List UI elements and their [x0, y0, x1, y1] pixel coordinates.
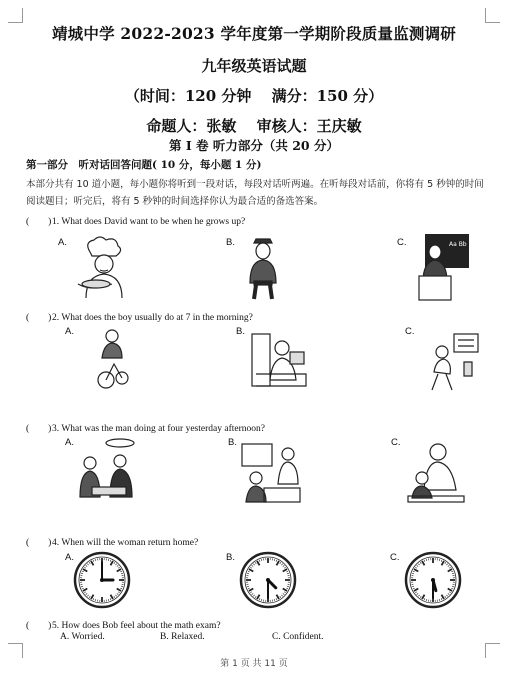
answer-option-b[interactable]: B. Relaxed.: [160, 632, 205, 642]
question-text: 5. How does Bob feel about the math exam?: [52, 621, 221, 631]
exam-authors: 命题人：张敏 审核人：王庆敏: [146, 117, 362, 135]
answer-blank[interactable]: ( ): [26, 217, 52, 227]
section-heading: 第一部分 听对话回答问题( 10 分，每小题 1 分): [26, 159, 262, 171]
clock-face-a: [72, 550, 132, 610]
answer-blank[interactable]: ( ): [26, 313, 52, 323]
option-a-label: A.: [65, 326, 74, 337]
option-b-label: B.: [228, 437, 237, 448]
page-number: 第 1 页 共 11 页: [220, 659, 288, 669]
section-instructions: 本部分共有 10 道小题，每小题你将听到一段对话，每段对话听两遍。在听每段对话前，你将有 5 秒钟的时间阅读题目；听完后，将有 5 秒钟的时间选择你认为最合适的备选答案。: [26, 179, 484, 207]
answer-option-c[interactable]: C. Confident.: [272, 632, 324, 642]
answer-blank[interactable]: ( ): [26, 424, 52, 434]
boy-reading-picture: [250, 330, 310, 390]
police-officer-picture: [242, 235, 284, 301]
question-4: [26, 534, 198, 548]
question-text: 1. What does David want to be when he grows up?: [52, 217, 246, 227]
question-text: 4. When will the woman return home?: [52, 538, 199, 548]
question-1: [26, 213, 245, 227]
question-text: 3. What was the man doing at four yesterday afternoon?: [52, 424, 265, 434]
option-c-label: C.: [405, 326, 415, 337]
option-b-label: B.: [226, 237, 235, 248]
answer-blank[interactable]: ( ): [26, 621, 52, 631]
volume-heading: 第 I 卷 听力部分（共 20 分）: [168, 138, 339, 153]
chef-picture: [72, 234, 136, 300]
question-3: [26, 420, 265, 434]
answer-option-a[interactable]: A. Worried.: [60, 632, 105, 642]
option-c-label: C.: [391, 437, 401, 448]
clock-center: [431, 578, 435, 582]
meeting-picture: [238, 440, 306, 506]
man-teaching-child-picture: [404, 440, 468, 508]
boy-cycling-picture: [94, 328, 130, 390]
question-5: [26, 617, 221, 631]
option-a-label: A.: [65, 552, 74, 563]
option-c-label: C.: [397, 237, 407, 248]
clock-center: [266, 578, 270, 582]
surgery-picture: [74, 437, 144, 509]
clock-face-c: [403, 550, 463, 610]
option-b-label: B.: [226, 552, 235, 563]
clock-face-b: [238, 550, 298, 610]
exam-subtitle: 九年级英语试题: [201, 57, 307, 75]
question-2: [26, 309, 253, 323]
teacher-picture: [407, 232, 471, 302]
corner-mark-top-left: [8, 8, 23, 23]
option-c-label: C.: [390, 552, 400, 563]
boy-running-picture: [424, 332, 480, 394]
answer-blank[interactable]: ( ): [26, 538, 52, 548]
corner-mark-top-right: [485, 8, 500, 23]
option-a-label: A.: [58, 237, 67, 248]
question-text: 2. What does the boy usually do at 7 in the morning?: [52, 313, 253, 323]
option-a-label: A.: [65, 437, 74, 448]
exam-title: 靖城中学 2022-2023 学年度第一学期阶段质量监测调研: [51, 24, 456, 43]
clock-center: [100, 578, 104, 582]
svg-text:Aa Bb: Aa Bb: [449, 241, 467, 248]
option-b-label: B.: [236, 326, 245, 337]
time-and-score: （时间：120 分钟 满分：150 分）: [124, 87, 384, 105]
